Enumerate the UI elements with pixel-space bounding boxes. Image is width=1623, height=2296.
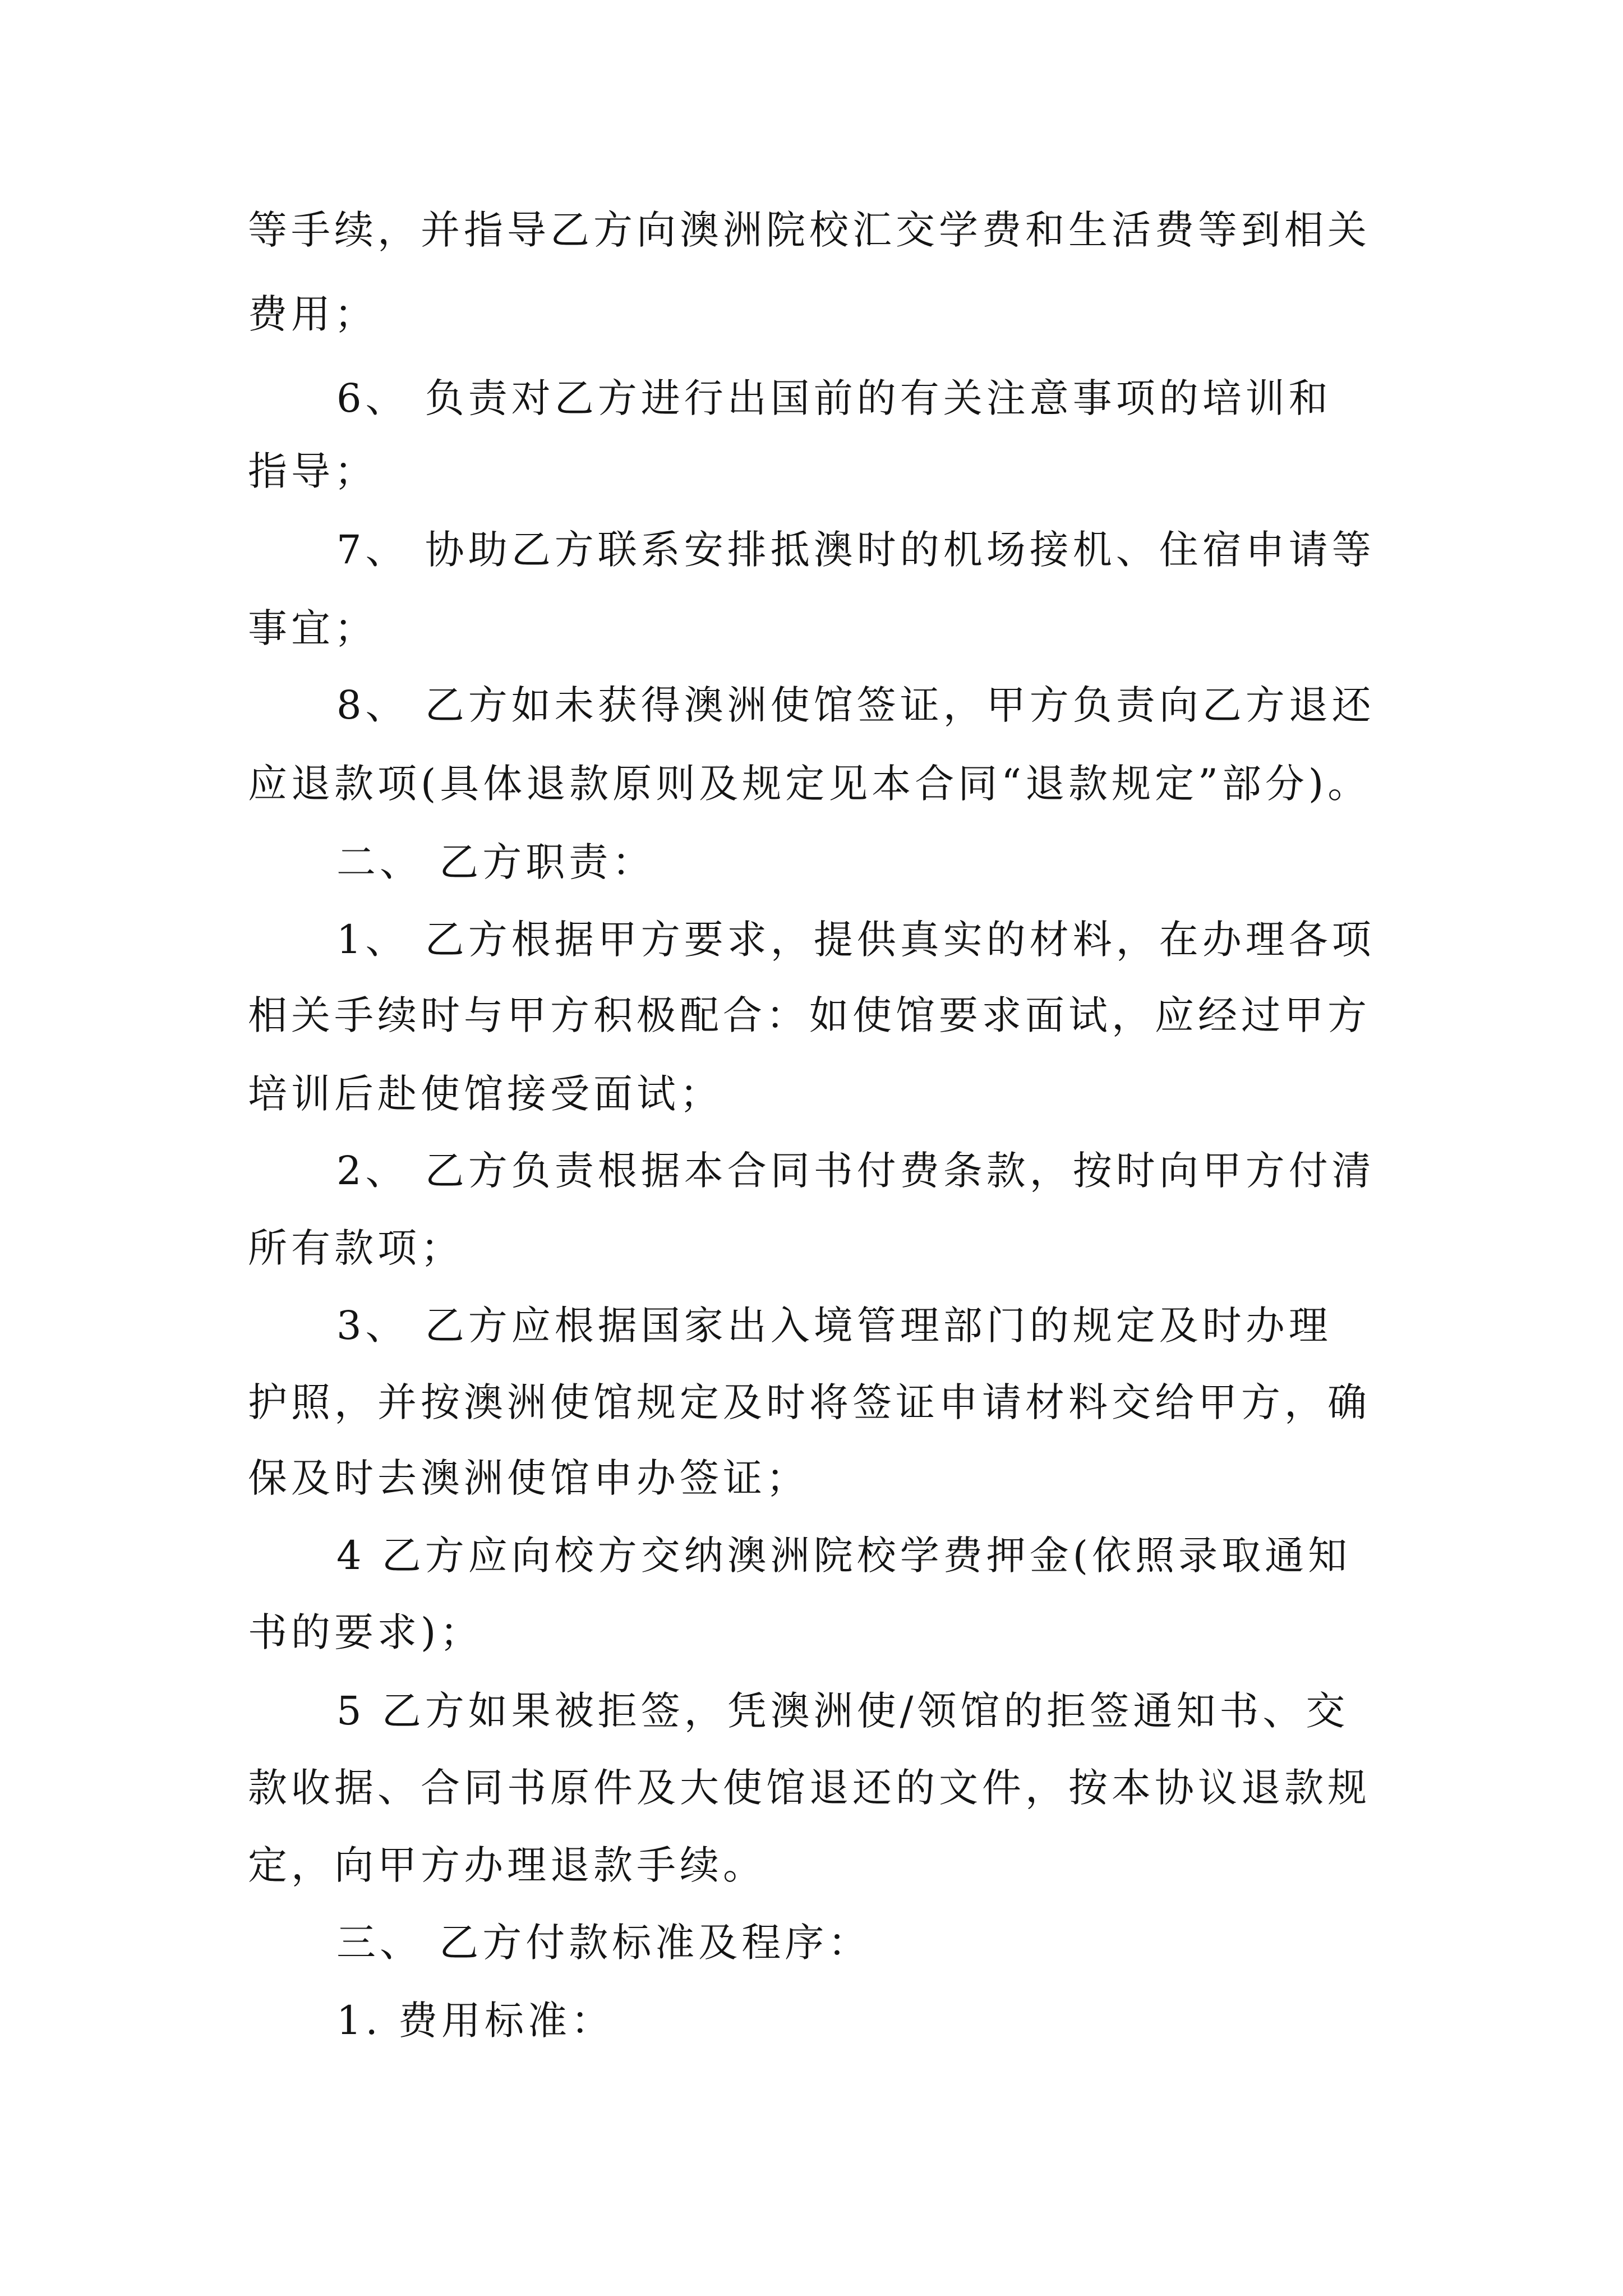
list-item-text: 1. 费用标准： — [336, 1998, 615, 2044]
text-line: 书的要求)； — [248, 1609, 483, 1655]
list-item-text: 2、 乙方负责根据本合同书付费条款，按时向甲方付清 — [336, 1148, 1375, 1194]
text-line: 保及时去澳洲使馆申办签证； — [248, 1455, 809, 1501]
list-item-text: 6、 负责对乙方进行出国前的有关注意事项的培训和 — [336, 375, 1332, 421]
text-line: 指导； — [248, 448, 377, 494]
text-line: 事宜； — [248, 605, 377, 651]
text-line: 款收据、合同书原件及大使馆退还的文件，按本协议退款规 — [248, 1765, 1371, 1811]
text-line: 应退款项(具体退款原则及规定见本合同“退款规定”部分)。 — [248, 761, 1371, 807]
text-line: 护照，并按澳洲使馆规定及时将签证申请材料交给甲方，确 — [248, 1379, 1371, 1425]
section-heading: 三、 乙方付款标准及程序： — [336, 1920, 872, 1966]
text-line: 相关手续时与甲方积极配合：如使馆要求面试，应经过甲方 — [248, 992, 1371, 1038]
text-line: 等手续，并指导乙方向澳洲院校汇交学费和生活费等到相关 — [248, 207, 1371, 253]
section-heading: 二、 乙方职责： — [336, 839, 656, 885]
text-line: 费用； — [248, 291, 377, 337]
text-line: 所有款项； — [248, 1225, 464, 1271]
text-line: 定，向甲方办理退款手续。 — [248, 1842, 766, 1888]
list-item-text: 8、 乙方如未获得澳洲使馆签证，甲方负责向乙方退还 — [336, 682, 1375, 728]
list-item-text: 7、 协助乙方联系安排抵澳时的机场接机、住宿申请等 — [336, 527, 1375, 573]
list-item-text: 4 乙方应向校方交纳澳洲院校学费押金(依照录取通知 — [336, 1533, 1352, 1579]
list-item-text: 5 乙方如果被拒签，凭澳洲使/领馆的拒签通知书、交 — [336, 1688, 1349, 1734]
list-item-text: 1、 乙方根据甲方要求，提供真实的材料，在办理各项 — [336, 917, 1375, 963]
list-item-text: 3、 乙方应根据国家出入境管理部门的规定及时办理 — [336, 1303, 1332, 1349]
text-line: 培训后赴使馆接受面试； — [248, 1071, 723, 1117]
